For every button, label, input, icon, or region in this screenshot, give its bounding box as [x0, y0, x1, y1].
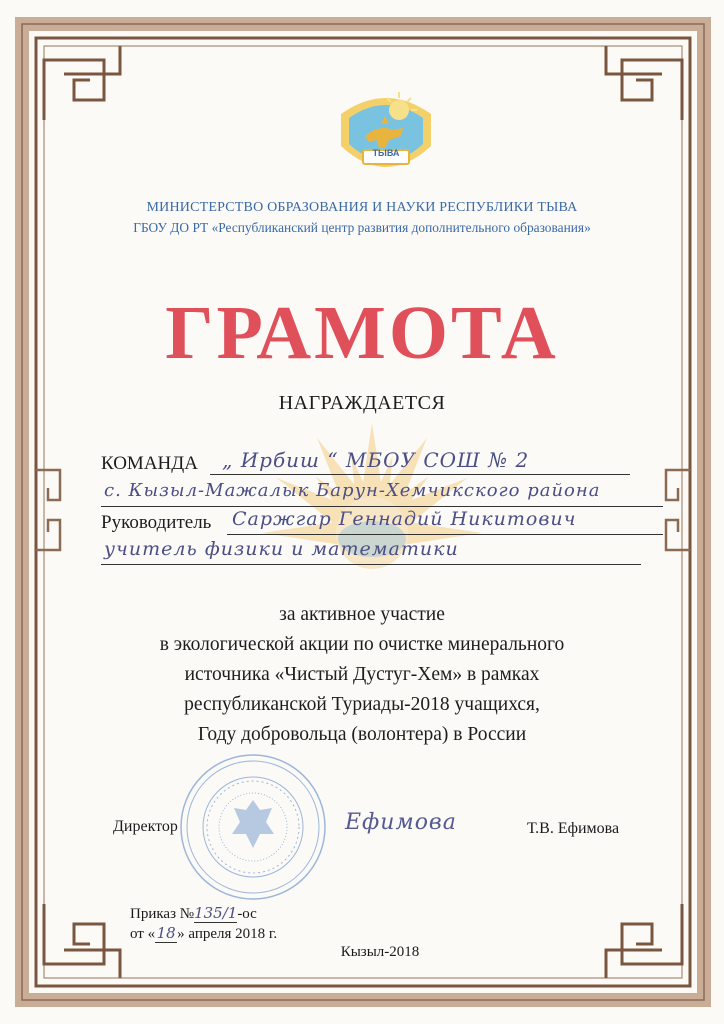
order-prefix: Приказ № [130, 906, 195, 922]
director-name: Т.В. Ефимова [527, 820, 620, 837]
citation-line: источника «Чистый Дустуг-Хем» в рамках [184, 664, 540, 685]
order-date-suffix: » апреля 2018 г. [177, 926, 278, 942]
team-underline [210, 474, 630, 475]
awarded-heading: НАГРАЖДАЕТСЯ [278, 392, 446, 414]
location-underline [101, 506, 663, 507]
leader-value: Саржгар Геннадий Никитович [232, 508, 577, 530]
position-underline [101, 564, 641, 565]
location-value: с. Кызыл-Мажалык Барун-Хемчикского района [104, 480, 601, 501]
team-label: КОМАНДА [101, 453, 198, 474]
director-title: Директор [113, 818, 178, 835]
ministry-name: МИНИСТЕРСТВО ОБРАЗОВАНИЯ И НАУКИ РЕСПУБЛИКИ ТЫВА [146, 200, 578, 215]
citation-line: республиканской Туриады-2018 учащихся, [184, 694, 540, 715]
order-date-prefix: от « [130, 926, 156, 942]
director-signature: Ефимова [345, 810, 457, 835]
citation-text [0, 600, 724, 750]
leader-label: Руководитель [101, 512, 212, 533]
official-seal [178, 752, 328, 902]
order-number-line [130, 904, 257, 923]
order-day: 18 [156, 924, 176, 942]
order-date-line [130, 924, 277, 943]
order-number: 135/1 [194, 904, 238, 922]
order-suffix: -ос [237, 906, 257, 922]
position-value: учитель физики и математики [104, 538, 459, 560]
emblem-banner-text: ТЫВА [372, 148, 400, 158]
organization-name: ГБОУ ДО РТ «Республиканский центр развития дополнительного образования» [133, 220, 591, 235]
city-year: Кызыл-2018 [340, 944, 420, 960]
team-value: „ Ирбиш “ МБОУ СОШ № 2 [222, 448, 530, 472]
citation-line: за активное участие [279, 604, 445, 625]
citation-line: Году добровольца (волонтера) в России [197, 724, 527, 745]
emblem-of-tuva [331, 88, 441, 184]
certificate-title: ГРАМОТА [165, 291, 559, 375]
leader-underline [227, 534, 663, 535]
citation-line: в экологической акции по очистке минерального [159, 634, 565, 655]
